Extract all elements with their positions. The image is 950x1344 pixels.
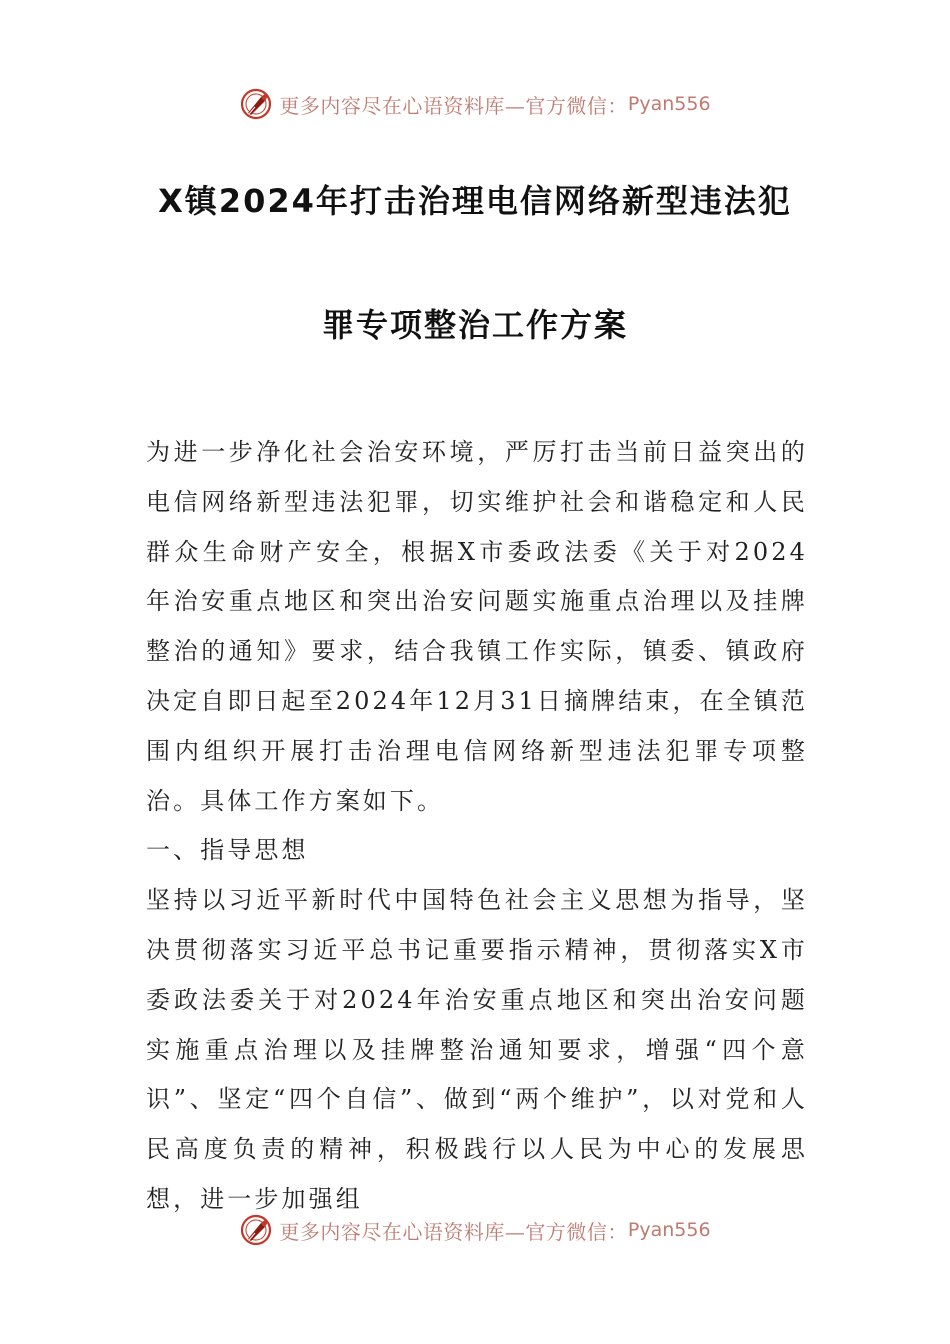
footer-banner	[0, 1210, 950, 1250]
banner-wechat-id: Pyan556	[627, 93, 711, 115]
intro-paragraph: 为进一步净化社会治安环境，严厉打击当前日益突出的电信网络新型违法犯罪，切实维护社会和谐稳定和人民群众生命财产安全，根据X市委政法委《关于对2024年治安重点地区和突出治安问题实施重点治理以及挂牌整治的通知》要求，结合我镇工作实际，镇委、镇政府决定自即日起至2024年12月31日摘牌结束，在全镇范围内组织开展打击治理电信网络新型违法犯罪专项整治。具体工作方案如下。	[146, 438, 808, 815]
header-banner	[0, 84, 950, 124]
banner-text: 更多内容尽在心语资料库—官方微信：	[279, 93, 628, 118]
document-body	[146, 428, 808, 1225]
document-title-line-1: X镇2024年打击治理电信网络新型违法犯	[158, 182, 792, 220]
document-title-line-2: 罪专项整治工作方案	[321, 306, 628, 344]
pen-nib-circle-icon	[239, 87, 273, 121]
section-heading: 一、指导思想	[146, 836, 309, 865]
pen-nib-circle-icon	[239, 1213, 273, 1247]
banner-text: 更多内容尽在心语资料库—官方微信：	[279, 1219, 628, 1244]
banner-wechat-id: Pyan556	[627, 1219, 711, 1241]
guiding-ideology-paragraph: 坚持以习近平新时代中国特色社会主义思想为指导，坚决贯彻落实习近平总书记重要指示精神，贯彻落实X市委政法委关于对2024年治安重点地区和突出治安问题实施重点治理以及挂牌整治通知要求，增强“四个意识”、坚定“四个自信”、做到“两个维护”，以对党和人民高度负责的精神，积极践行以人民为中心的发展思想，进一步加强组	[146, 886, 808, 1213]
